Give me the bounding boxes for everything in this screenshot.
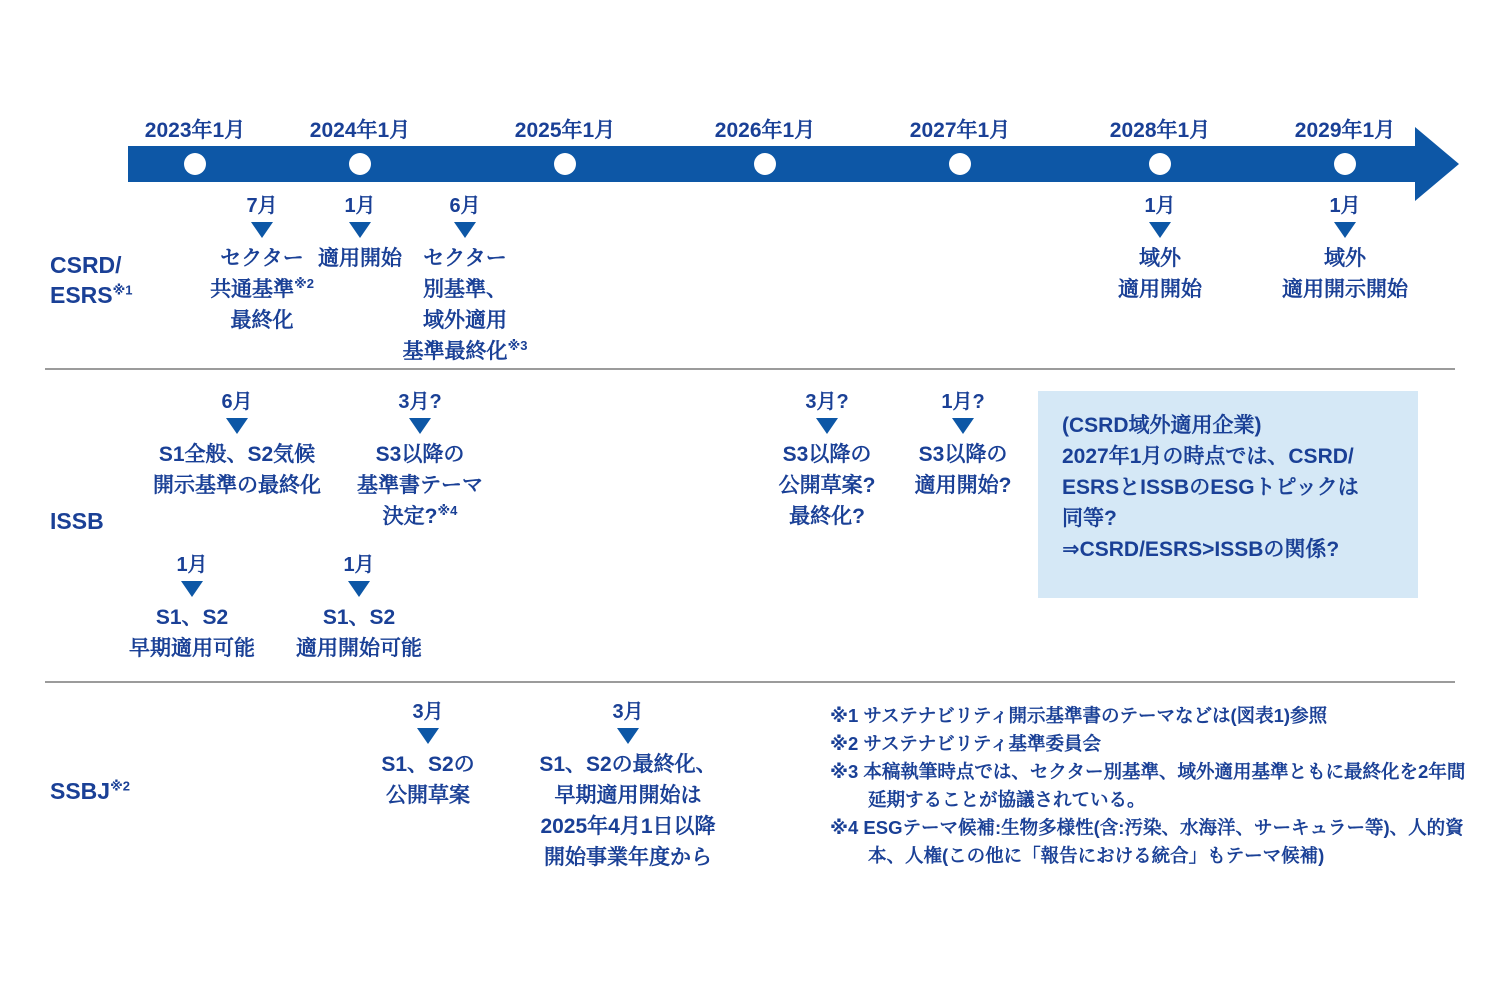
timeline-dot-2029 [1334,153,1356,175]
callout-conclusion: ⇒CSRD/ESRS>ISSBの関係? [1062,538,1340,561]
year-label-2029: 2029年1月 [1294,119,1396,142]
footnote-ref-4: ※4 [437,503,458,518]
row-label-csrd-esrs [50,250,133,310]
arrow-down-icon [454,222,476,238]
footnote-ref-2: ※2 [110,778,130,794]
event-desc-line: 基準書テーマ [357,474,483,497]
event-desc-line: 適用開示開始 [1282,278,1408,301]
event-desc-line: S3以降の [375,443,465,466]
year-label-2023: 2023年1月 [144,119,246,142]
event-month: 6月 [221,391,253,413]
event-desc-line: セクター [220,247,304,270]
event-csrd-sector-specific [345,194,585,367]
event-desc-line: S3以降の [918,443,1008,466]
footnote-3: ※3 本稿執筆時点では、セクター別基準、域外適用基準ともに最終化を2年間延期することが協議されている。 [830,761,1466,810]
row-label-ssbj: SSBJ$^{※2}$ [50,778,130,804]
row-label-csrd-line2: ESRS$^{※1}$ [50,282,133,308]
event-desc-line: 基準最終化$^{※3}$ [402,338,528,363]
event-desc-line: 適用開始? [914,474,1012,497]
event-month: 3月 [612,701,644,723]
event-month: 3月? [805,391,849,413]
event-desc-line: 域外 [1139,247,1181,270]
event-csrd-extraterritorial-disclosure [1225,194,1465,305]
event-month: 1月 [344,195,376,217]
timeline-dot-2025 [554,153,576,175]
row-label-issb: ISSB [50,508,104,534]
timeline-dot-2028 [1149,153,1171,175]
event-desc-line: 適用開始 [1118,278,1202,301]
callout-line: ESRSとISSBのESGトピックは [1062,476,1359,499]
year-label-2027: 2027年1月 [909,119,1011,142]
event-desc-line: 開始事業年度から [544,846,712,869]
event-desc-line: セクター [423,247,507,270]
arrow-down-icon [1334,222,1356,238]
event-month: 1月 [1144,195,1176,217]
event-desc-line: 域外 [1324,247,1366,270]
event-desc-line: 域外適用 [423,309,507,332]
footnote-2: ※2 サステナビリティ基準委員会 [830,733,1101,754]
footnote-4: ※4 ESGテーマ候補:生物多様性(含:汚染、水海洋、サーキュラー等)、人的資本、人権(この他に「報告における統合」もテーマ候補) [830,817,1464,866]
timeline-dot-2026 [754,153,776,175]
year-label-2025: 2025年1月 [514,119,616,142]
timeline-dot-2023 [184,153,206,175]
event-desc-line: S1、S2の最終化、 [539,753,717,776]
row-divider-2 [45,681,1455,683]
event-month: 1月? [941,391,985,413]
event-desc-line: S1、S2の [381,753,475,776]
event-desc-line: 適用開始 [318,247,402,270]
footnote-ref-2: ※2 [294,276,314,291]
arrow-down-icon [226,418,248,434]
event-month: 1月 [1329,195,1361,217]
event-desc-line: 早期適用可能 [129,637,255,660]
event-month: 1月 [343,554,375,576]
event-desc-line: 別基準、 [423,278,507,301]
callout-line: 2027年1月の時点では、CSRD/ [1062,445,1354,468]
row-divider-1 [45,368,1455,370]
event-desc-line: 2025年4月1日以降 [540,815,716,838]
event-desc-line: 開示基準の最終化 [153,474,321,497]
event-issb-s1s2-application-start [239,553,479,664]
footnote-ref-3: ※3 [507,338,528,353]
footnotes [830,702,1478,870]
year-label-2028: 2028年1月 [1109,119,1211,142]
event-desc-line: S1、S2 [155,606,229,629]
event-desc-line: 適用開始可能 [296,637,422,660]
arrow-down-icon [348,581,370,597]
event-desc-line: 公開草案 [386,784,470,807]
event-ssbj-finalization [508,700,748,873]
event-desc-line: 決定?$^{※4}$ [382,503,458,528]
event-desc-line: S1、S2 [322,606,396,629]
footnote-1: ※1 サステナビリティ開示基準書のテーマなどは(図表1)参照 [830,705,1328,726]
arrow-down-icon [816,418,838,434]
footnote-ref-1: ※1 [112,282,133,298]
event-desc-line: 公開草案? [778,474,876,497]
callout-line: 同等? [1062,507,1117,530]
callout-line: (CSRD域外適用企業) [1062,414,1262,437]
year-label-2024: 2024年1月 [309,119,411,142]
year-label-2026: 2026年1月 [714,119,816,142]
event-month: 3月 [412,701,444,723]
arrow-down-icon [617,728,639,744]
event-issb-s3-themes [300,390,540,532]
timeline-dot-2027 [949,153,971,175]
csrd-issb-relation-callout [1038,391,1418,598]
arrow-down-icon [181,581,203,597]
arrow-down-icon [952,418,974,434]
event-month: 6月 [449,195,481,217]
event-month: 1月 [176,554,208,576]
row-label-csrd-line1: CSRD/ [50,252,122,278]
arrow-down-icon [417,728,439,744]
arrow-down-icon [409,418,431,434]
event-desc-line: S1全般、S2気候 [158,443,316,466]
timeline-dot-2024 [349,153,371,175]
event-month: 7月 [246,195,278,217]
event-desc-line: 最終化 [230,309,294,332]
event-desc-line: 共通基準$^{※2}$ [210,276,314,301]
event-desc-line: S3以降の [782,443,872,466]
arrow-down-icon [1149,222,1171,238]
event-desc-line: 最終化? [789,505,865,528]
event-month: 3月? [398,391,442,413]
event-desc-line: 早期適用開始は [554,784,702,807]
